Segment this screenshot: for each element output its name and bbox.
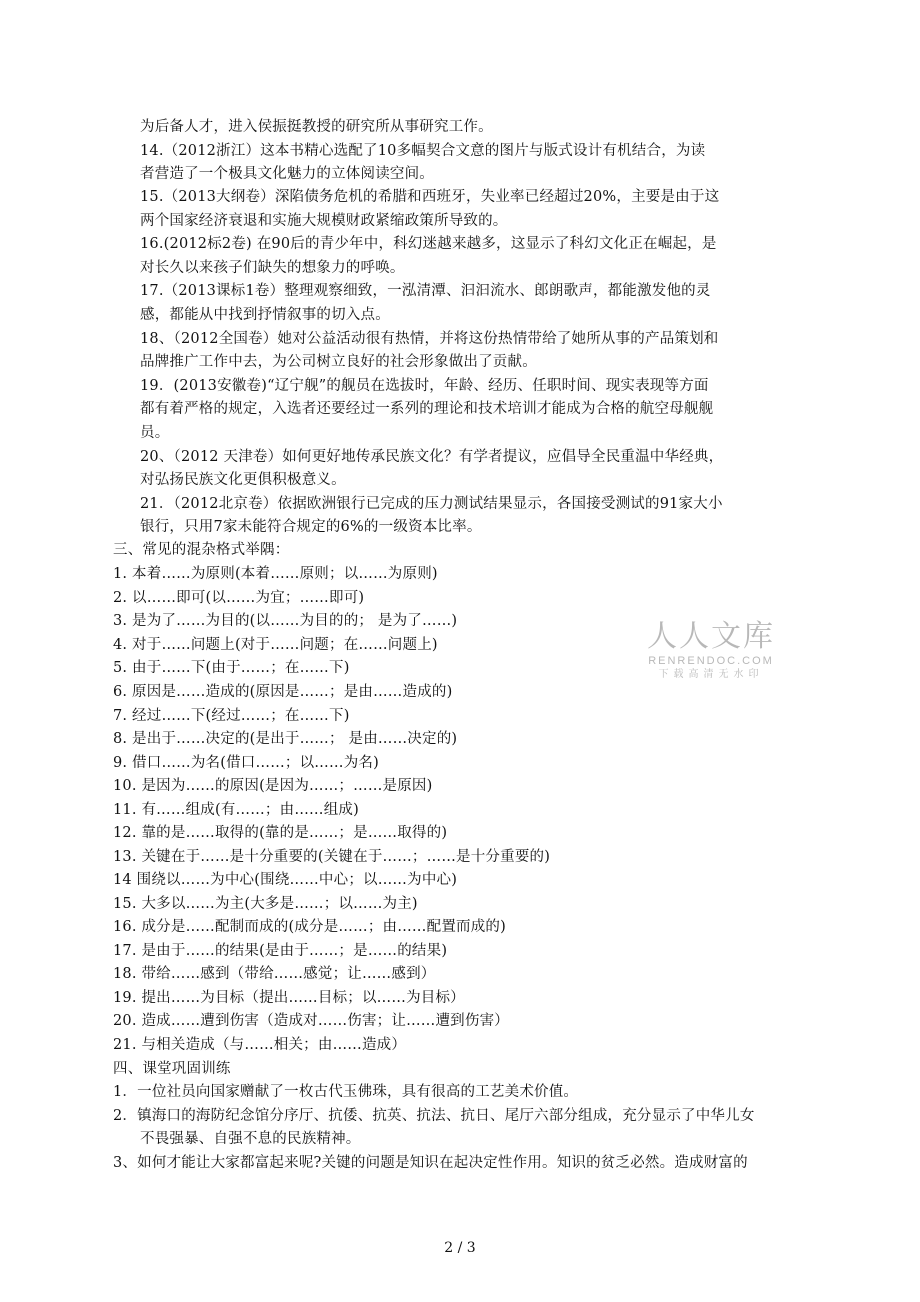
text-line: 感，都能从中找到抒情叙事的切入点。 — [140, 307, 390, 323]
text-line: 两个国家经济衰退和实施大规模财政紧缩政策所导致的。 — [140, 213, 508, 229]
text-line: 不畏强暴、自强不息的民族精神。 — [140, 1131, 361, 1147]
text-line: 11. 有……组成(有……；由……组成) — [113, 802, 359, 818]
text-line: 2. 以……即可(以……为宜；……即可) — [113, 590, 365, 606]
text-line: 四、课堂巩固训练 — [113, 1061, 231, 1077]
text-line: 对长久以来孩子们缺失的想象力的呼唤。 — [140, 260, 405, 276]
text-line: 13. 关键在于……是十分重要的(关键在于……；……是十分重要的) — [113, 849, 551, 865]
text-line: 17.（2013课标1卷）整理观察细致，一泓清潭、汩汩流水、郎朗歌声，都能激发他的灵 — [140, 283, 711, 299]
text-line: 19．(2013安徽卷)“辽宁舰”的舰员在选拔时，年龄、经历、任职时间、现实表现等方面 — [140, 378, 709, 394]
text-line: 7. 经过……下(经过……；在……下) — [113, 708, 350, 724]
watermark-subtitle: 下载高清无水印 — [658, 669, 764, 680]
text-line: 都有着严格的规定，入选者还要经过一系列的理论和技术培训才能成为合格的航空母舰舰 — [140, 401, 714, 417]
text-line: 20. 造成……遭到伤害（造成对……伤害；让……遭到伤害） — [113, 1013, 509, 1029]
text-line: 19. 提出……为目标（提出……目标；以……为目标） — [113, 990, 465, 1006]
watermark-url: RENRENDOC.COM — [648, 655, 774, 667]
text-line: 者营造了一个极具文化魅力的立体阅读空间。 — [140, 166, 434, 182]
text-line: 18. 带给……感到（带给……感觉；让……感到） — [113, 966, 436, 982]
text-line: 1. 本着……为原则(本着……原则；以……为原则) — [113, 566, 438, 582]
text-line: 21．（2012北京卷）依据欧洲银行已完成的压力测试结果显示，各国接受测试的91家大小 — [140, 496, 723, 512]
text-line: 9. 借口……为名(借口……；以……为名) — [113, 755, 379, 771]
text-line: 8. 是出于……决定的(是出于……； 是由……决定的) — [113, 731, 458, 747]
text-line: 14.（2012浙江）这本书精心选配了10多幅契合文意的图片与版式设计有机结合，为读 — [140, 143, 706, 159]
text-line: 17. 是由于……的结果(是由于……；是……的结果) — [113, 943, 448, 959]
text-line: 3. 是为了……为目的(以……为目的的； 是为了……) — [113, 613, 458, 629]
text-line: 3、如何才能让大家都富起来呢?关键的问题是知识在起决定性作用。知识的贫乏必然。造成财富的 — [113, 1155, 748, 1171]
text-line: 品牌推广工作中去，为公司树立良好的社会形象做出了贡献。 — [140, 354, 537, 370]
text-line: 三、常见的混杂格式举隅： — [113, 542, 290, 558]
text-line: 员。 — [140, 425, 170, 441]
text-line: 1．一位社员向国家赠献了一枚古代玉佛珠，具有很高的工艺美术价值。 — [113, 1084, 579, 1100]
text-line: 15.（2013大纲卷）深陷债务危机的希腊和西班牙，失业率已经超过20%，主要是由于这 — [140, 189, 720, 205]
text-line: 21. 与相关造成（与……相关；由……造成） — [113, 1037, 407, 1053]
text-line: 2．镇海口的海防纪念馆分序厅、抗倭、抗英、抗法、抗日、尾厅六部分组成，充分显示了中华儿女 — [113, 1108, 755, 1124]
text-line: 12. 靠的是……取得的(靠的是……；是……取得的) — [113, 825, 448, 841]
watermark-title: 人人文库 — [647, 619, 775, 654]
text-line: 为后备人才，进入侯振挺教授的研究所从事研究工作。 — [140, 119, 493, 135]
text-line: 18、（2012全国卷）她对公益活动很有热情，并将这份热情带给了她所从事的产品策划和 — [140, 331, 719, 347]
text-line: 10. 是因为……的原因(是因为……；……是原因) — [113, 778, 433, 794]
text-line: 15. 大多以……为主(大多是……；以……为主) — [113, 896, 418, 912]
text-line: 对弘扬民族文化更俱积极意义。 — [140, 472, 346, 488]
text-line: 6. 原因是……造成的(原因是……；是由……造成的) — [113, 684, 453, 700]
page-number: 2 / 3 — [444, 1240, 476, 1256]
text-line: 4. 对于……问题上(对于……问题；在……问题上) — [113, 637, 438, 653]
text-line: 20、（2012 天津卷）如何更好地传承民族文化？有学者提议，应倡导全民重温中华经典， — [140, 449, 724, 465]
text-line: 16. 成分是……配制而成的(成分是……；由……配置而成的) — [113, 919, 506, 935]
watermark — [636, 620, 786, 682]
text-line: 5. 由于……下(由于……；在……下) — [113, 660, 350, 676]
text-line: 银行，只用7家未能符合规定的6%的一级资本比率。 — [140, 519, 482, 535]
text-line: 16.(2012标2卷) 在90后的青少年中，科幻迷越来越多，这显示了科幻文化正在崛起，是 — [140, 236, 717, 252]
text-line: 14 围绕以……为中心(围绕……中心；以……为中心) — [113, 872, 458, 888]
